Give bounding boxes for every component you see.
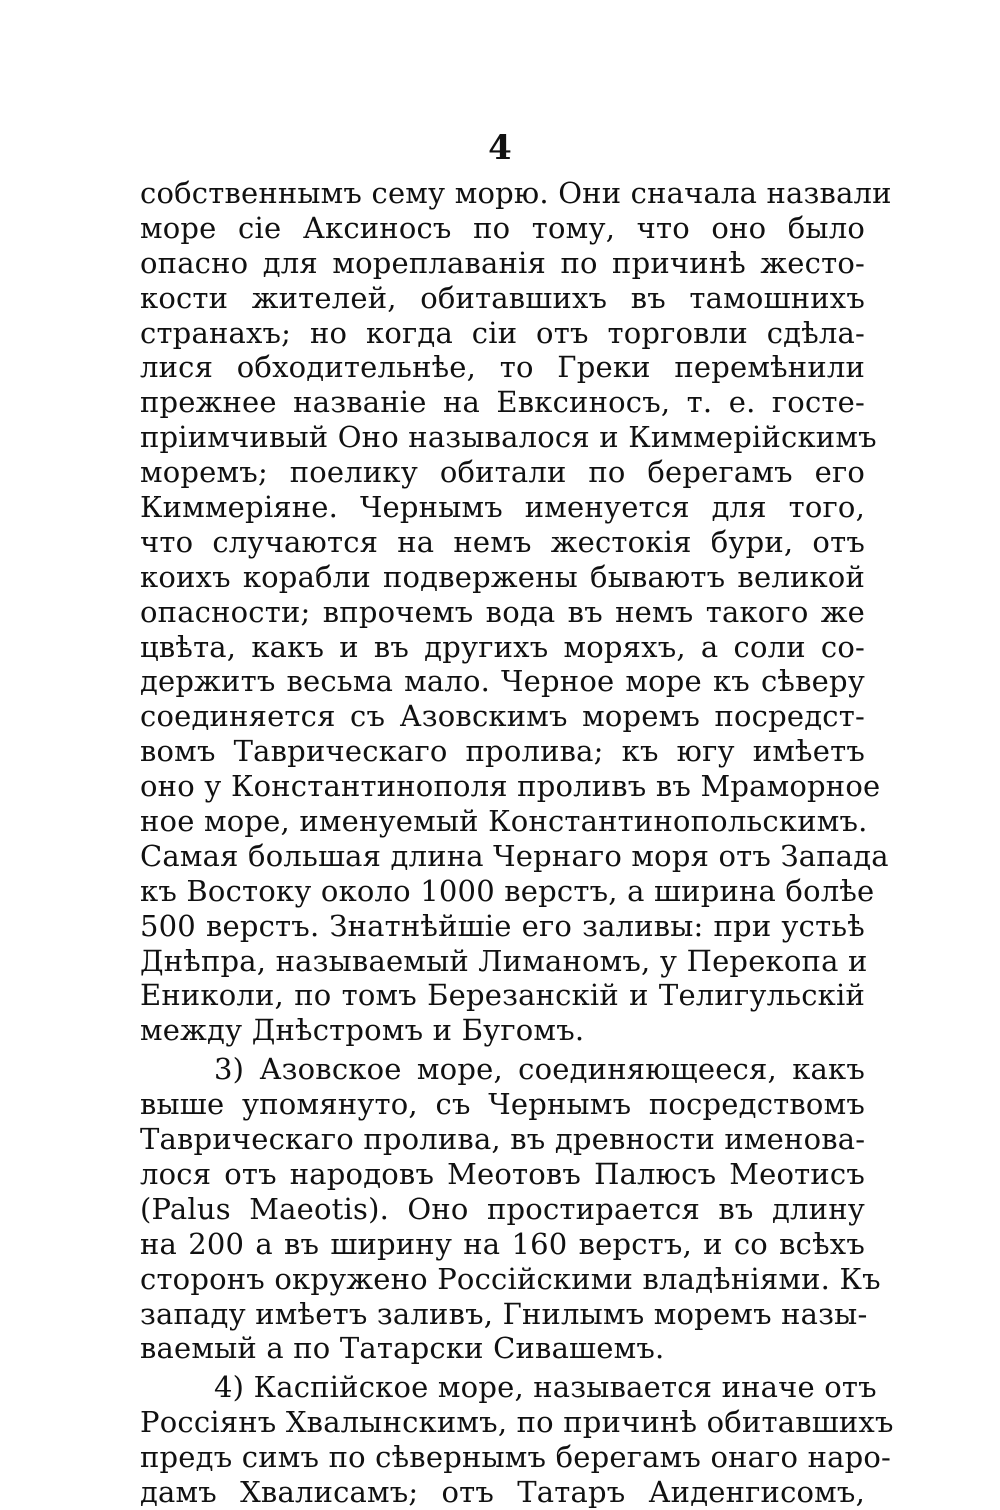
text-line: ваемый а по Татарски Сивашемъ.	[140, 1331, 665, 1366]
text-line: на 200 а въ ширину на 160 верстъ, и со всѣхъ	[140, 1226, 865, 1261]
text-line: держитъ весьма мало. Черное море къ сѣверу	[140, 664, 865, 699]
text-line: кости жителей, обитавшихъ въ тамошнихъ	[140, 280, 865, 315]
text-line: предъ симъ по сѣвернымъ берегамъ онаго наро-	[140, 1440, 892, 1475]
text-line: выше упомянуто, съ Чернымъ посредствомъ	[140, 1087, 865, 1122]
text-line: пріимчивый Оно называлося и Киммерійскимъ	[140, 420, 877, 455]
text-line: сторонъ окружено Россійскими владѣніями. Къ	[140, 1261, 881, 1296]
text-line: опасно для мореплаванія по причинѣ жесто-	[140, 245, 865, 280]
text-line: Ениколи, по томъ Березанскій и Телигульскій	[140, 978, 865, 1013]
body-text	[140, 176, 894, 1510]
text-line: прежнее названіе на Евксиносъ, т. е. госте-	[140, 385, 865, 420]
text-line: опасности; впрочемъ вода въ немъ такого же	[140, 594, 865, 629]
text-line: Самая большая длина Чернаго моря отъ Запада	[140, 838, 889, 873]
text-line: Таврическаго пролива, въ древности именова-	[140, 1122, 866, 1157]
text-line: дамъ Хвалисамъ; отъ Татаръ Аиденгисомъ,	[140, 1474, 865, 1509]
text-line: цвѣта, какъ и въ другихъ моряхъ, а соли со-	[140, 629, 865, 664]
text-line: оно у Константинополя проливъ въ Мраморное	[140, 769, 881, 804]
text-line: что случаются на немъ жестокія бури, отъ	[140, 524, 865, 559]
text-line: 4) Каспійское море, называется иначе отъ	[214, 1370, 877, 1405]
paragraph-caspian-sea	[140, 1370, 894, 1510]
text-line: 500 верстъ. Знатнѣйшіе его заливы: при устьѣ	[140, 908, 865, 943]
paragraph-azov-sea	[140, 1052, 881, 1366]
text-line: странахъ; но когда сіи отъ торговли сдѣла-	[140, 315, 865, 350]
text-line: 3) Азовское море, соединяющееся, какъ	[214, 1052, 865, 1087]
page-number: 4	[488, 128, 512, 168]
text-line: лося отъ народовъ Меотовъ Палюсъ Меотисъ	[140, 1156, 865, 1191]
text-line: моремъ; поелику обитали по берегамъ его	[140, 455, 865, 490]
text-line: между Днѣстромъ и Бугомъ.	[140, 1013, 585, 1048]
text-line: вомъ Таврическаго пролива; къ югу имѣетъ	[140, 734, 865, 769]
text-line: собственнымъ сему морю. Они сначала назвали	[140, 176, 892, 210]
text-line: коихъ корабли подвержены бываютъ великой	[140, 559, 865, 594]
text-line: соединяется съ Азовскимъ моремъ посредст-	[140, 699, 865, 734]
text-line: лися обходительнѣе, то Греки перемѣнили	[140, 350, 865, 385]
text-line: Россіянъ Хвалынскимъ, по причинѣ обитавшихъ	[140, 1405, 894, 1440]
text-line: море сіе Аксиносъ по тому, что оно было	[140, 210, 865, 245]
text-line: къ Востоку около 1000 верстъ, а ширина болѣе	[140, 873, 875, 908]
paragraph-black-sea	[140, 176, 892, 1048]
text-line: (Palus Maeotis). Оно простирается въ длину	[140, 1191, 865, 1226]
text-line: западу имѣетъ заливъ, Гнилымъ моремъ назы-	[140, 1296, 868, 1331]
text-line: ное море, именуемый Константинопольскимъ.	[140, 804, 868, 839]
text-line: Киммеріяне. Чернымъ именуется для того,	[140, 490, 865, 525]
text-line: Днѣпра, называемый Лиманомъ, у Перекопа и	[140, 943, 868, 978]
